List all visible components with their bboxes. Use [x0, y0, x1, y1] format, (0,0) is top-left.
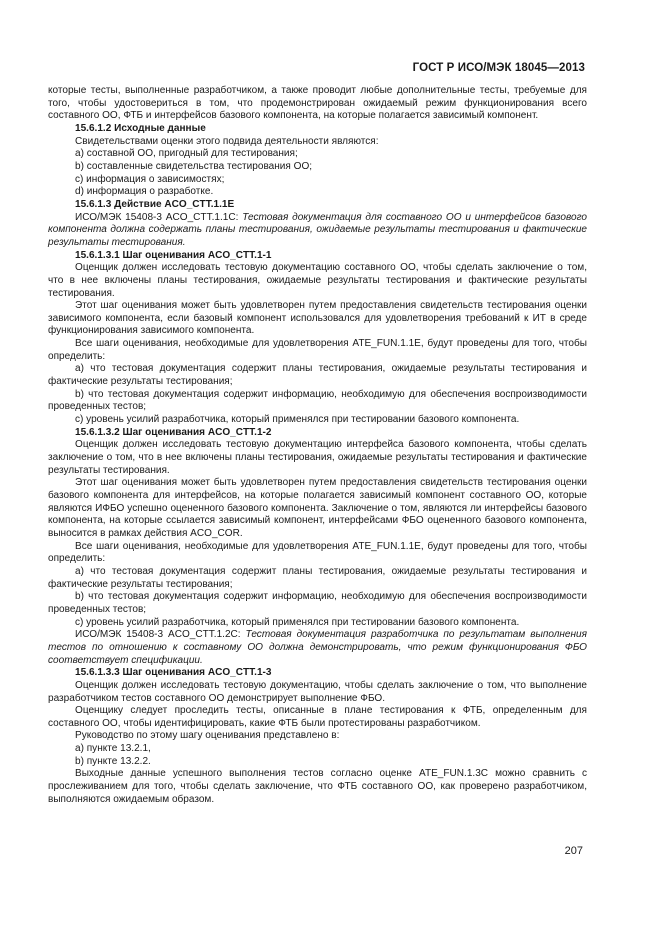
- body-paragraph: Оценщик должен исследовать тестовую документацию, чтобы сделать заключение о том, что выполнение разработчиком тестов составного ОО демонстрирует выполнение ФБО.: [48, 679, 587, 704]
- body-paragraph: Оценщику следует проследить тесты, описанные в плане тестирования к ФТБ, определенным для составного ОО, чтобы идентифицировать, какие ФТБ были протестированы разработчиком.: [48, 705, 587, 729]
- page-number: 207: [564, 845, 583, 857]
- body-paragraph: a) что тестовая документация содержит планы тестирования, ожидаемые результаты тестирования и фактические результаты тестирования;: [48, 363, 587, 388]
- body-paragraph: Свидетельствами оценки этого подвида деятельности являются:: [75, 135, 379, 147]
- body-paragraph: Этот шаг оценивания может быть удовлетворен путем предоставления свидетельств тестирования оценки зависимого компонента, если базовый компонент использовался для удовлетворения требований к ИТ в среде функционирования зависимого компонента.: [48, 300, 587, 337]
- requirement-text: Тестовая документация для составного ОО и интерфейсов базового компонента должна содержать планы тестирования, ожидаемые результаты тестирования и фактические результаты тестирования.: [48, 211, 587, 248]
- section-heading: 15.6.1.3.2 Шаг оценивания ACO_CTT.1-2: [75, 426, 272, 438]
- requirement-reference: ИСО/МЭК 15408-3 ACO_CTT.1.1C:: [75, 211, 243, 223]
- body-paragraph: a) составной ОО, пригодный для тестирования;: [75, 148, 298, 160]
- body-paragraph: c) информация о зависимостях;: [75, 173, 225, 185]
- section-heading: 15.6.1.3.1 Шаг оценивания ACO_CTT.1-1: [75, 249, 272, 261]
- section-heading: 15.6.1.2 Исходные данные: [75, 122, 206, 134]
- requirement-paragraph: [48, 629, 587, 667]
- body-paragraph: b) пункте 13.2.2.: [75, 755, 151, 767]
- document-header: ГОСТ Р ИСО/МЭК 18045—2013: [412, 62, 585, 74]
- body-paragraph: Оценщик должен исследовать тестовую документацию интерфейса базового компонента, чтобы сделать заключение о том, что в нее включены планы тестирования, ожидаемые результаты тестирования и фактические результаты тестирования.: [48, 439, 587, 476]
- section-heading: 15.6.1.3 Действие ACO_CTT.1.1E: [75, 198, 235, 210]
- requirement-reference: ИСО/МЭК 15408-3 ACO_CTT.1.2C:: [75, 629, 246, 641]
- body-paragraph: a) что тестовая документация содержит планы тестирования, ожидаемые результаты тестирования и фактические результаты тестирования;: [48, 565, 587, 590]
- body-paragraph: Этот шаг оценивания может быть удовлетворен путем предоставления свидетельств тестирования оценки базового компонента для интерфейсов, на которые полагается зависимый компонент составного ОО, которые являются ИФБО успешно оцененного базового компонента. Заключение о том, являются ли интерфейсы базового компонента, на которые ссылается зависимый компонент, интерфейсами ФБО оцененного базового компонента, выносится в рамках действия ACO_COR.: [48, 477, 587, 539]
- body-paragraph: которые тесты, выполненные разработчиком, а также проводит любые дополнительные тесты, требуемые для того, чтобы удостовериться в том, что продемонстрирован ожидаемый режим функционирования всего составного ОО, ФТБ и интерфейсов базового компонента, на которые полагается зависимый компонент.: [48, 85, 587, 122]
- body-paragraph: c) уровень усилий разработчика, который применялся при тестировании базового компонента.: [75, 414, 520, 426]
- body-paragraph: Выходные данные успешного выполнения тестов согласно оценке ATE_FUN.1.3C можно сравнить с прослеживанием для того, чтобы сделать заключение, что ФТБ составного ОО, как проверено разработчиком, выполняются ожидаемым образом.: [48, 768, 587, 805]
- body-paragraph: Все шаги оценивания, необходимые для удовлетворения ATE_FUN.1.1E, будут проведены для того, чтобы определить:: [48, 540, 587, 565]
- body-paragraph: b) что тестовая документация содержит информацию, необходимую для обеспечения воспроизводимости проведенных тестов;: [48, 591, 587, 615]
- section-heading: 15.6.1.3.3 Шаг оценивания ACO_CTT.1-3: [75, 667, 272, 679]
- body-paragraph: c) уровень усилий разработчика, который применялся при тестировании базового компонента.: [75, 616, 520, 628]
- body-paragraph: d) информация о разработке.: [75, 186, 214, 198]
- body-paragraph: b) составленные свидетельства тестирования ОО;: [75, 160, 313, 172]
- body-paragraph: Все шаги оценивания, необходимые для удовлетворения ATE_FUN.1.1E, будут проведены для того, чтобы определить:: [48, 338, 587, 362]
- body-paragraph: b) что тестовая документация содержит информацию, необходимую для обеспечения воспроизводимости проведенных тестов;: [48, 388, 587, 413]
- requirement-paragraph: [48, 212, 587, 250]
- body-paragraph: Руководство по этому шагу оценивания представлено в:: [75, 730, 340, 742]
- requirement-text: Тестовая документация разработчика по результатам выполнения тестов по отношению к составному ОО должна демонстрировать, что режим функционирования ФБО соответствует спецификации.: [48, 629, 587, 666]
- body-paragraph: a) пункте 13.2.1,: [75, 743, 151, 755]
- document-body: [48, 85, 587, 806]
- body-paragraph: Оценщик должен исследовать тестовую документацию составного ОО, чтобы сделать заключение о том, что в нее включены планы тестирования, ожидаемые результаты тестирования и фактические результаты тестирования.: [48, 262, 587, 299]
